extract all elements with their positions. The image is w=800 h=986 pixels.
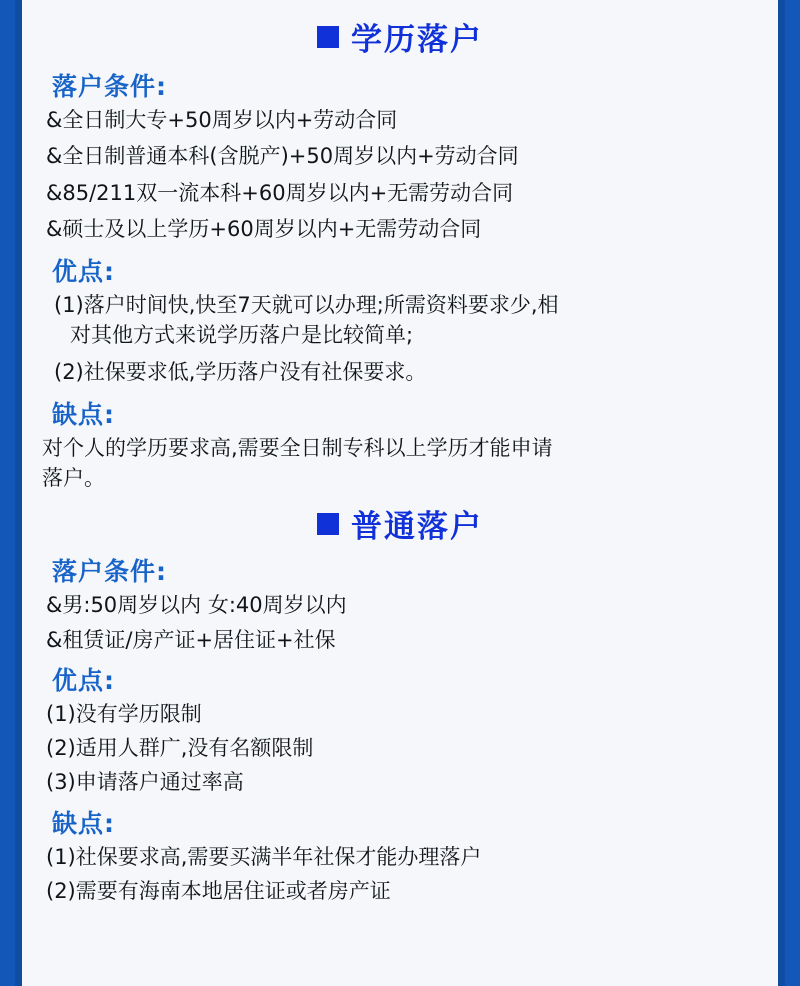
- subheading-advantages: 优点:: [52, 257, 115, 286]
- list-item: (3)申请落户通过率高: [46, 770, 244, 795]
- document-content: [22, 0, 778, 986]
- list-item: &硕士及以上学历+60周岁以内+无需劳动合同: [46, 216, 482, 241]
- subheading-conditions: 落户条件:: [52, 557, 167, 587]
- list-item: (1)社保要求高,需要买满半年社保才能办理落户: [46, 844, 482, 869]
- right-border-inner: [778, 0, 785, 986]
- subheading-advantages: 优点:: [52, 665, 115, 695]
- list-item: (2)社保要求低,学历落户没有社保要求。: [54, 359, 427, 384]
- subheading-conditions: 落户条件:: [52, 72, 167, 101]
- list-item: (2)需要有海南本地居住证或者房产证: [46, 878, 391, 903]
- left-border-inner: [15, 0, 22, 986]
- square-bullet-icon: [317, 26, 339, 48]
- square-bullet-icon: [317, 513, 339, 535]
- list-item: 对个人的学历要求高,需要全日制专科以上学历才能申请: [42, 435, 553, 460]
- list-item: &男:50周岁以内 女:40周岁以内: [46, 593, 347, 618]
- list-item: (1)没有学历限制: [46, 701, 202, 726]
- section-title-text: 普通落户: [351, 509, 483, 546]
- list-item: &租赁证/房产证+居住证+社保: [46, 627, 336, 652]
- list-item: &全日制普通本科(含脱产)+50周岁以内+劳动合同: [46, 144, 519, 169]
- subheading-disadvantages: 缺点:: [52, 399, 115, 429]
- section-heading-general: [34, 501, 766, 546]
- list-item-continuation: 落户。: [42, 466, 105, 490]
- section-title-text: 学历落户: [351, 22, 483, 58]
- list-item: &全日制大专+50周岁以内+劳动合同: [46, 108, 398, 132]
- section-heading-education: [34, 14, 766, 59]
- list-item-continuation: 对其他方式来说学历落户是比较简单;: [70, 323, 414, 348]
- left-border-bar: [0, 0, 22, 986]
- list-item: (2)适用人群广,没有名额限制: [46, 736, 314, 760]
- right-border-bar: [778, 0, 800, 986]
- list-item: &85/211双一流本科+60周岁以内+无需劳动合同: [46, 180, 514, 205]
- subheading-disadvantages: 缺点:: [52, 808, 115, 838]
- list-item: (1)落户时间快,快至7天就可以办理;所需资料要求少,相: [54, 293, 559, 317]
